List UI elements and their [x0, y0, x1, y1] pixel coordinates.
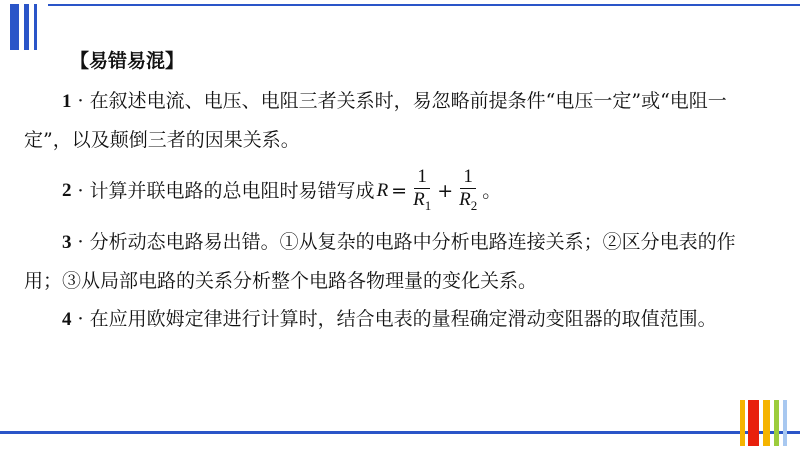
denominator-var: R: [459, 188, 471, 210]
item-separator: ·: [77, 180, 84, 202]
item-text: 计算并联电路的总电阻时易错写成: [89, 180, 375, 202]
item-text: 在叙述电流、电压、电阻三者关系时，易忽略前提条件“电压一定”或“电阻一定”，以及颠倒三者的因果关系。: [24, 90, 727, 151]
fraction: [456, 166, 480, 217]
item-number: 3: [62, 232, 72, 253]
item-number: 2: [62, 180, 72, 201]
bottom-rule: [0, 431, 800, 434]
top-rule: [48, 4, 800, 6]
list-item: [24, 223, 764, 300]
slide-content: [24, 42, 764, 339]
fraction-denominator: [456, 189, 480, 217]
fraction-denominator: [410, 189, 434, 217]
item-text: 分析动态电路易出错。①从复杂的电路中分析电路连接关系；②区分电表的作用；③从局部电路的关系分析整个电路各物理量的变化关系。: [24, 231, 736, 292]
list-item: [24, 300, 764, 339]
item-separator: ·: [77, 231, 84, 253]
fraction-numerator: 1: [414, 166, 430, 189]
fraction-numerator: 1: [460, 166, 476, 189]
formula-equals: =: [391, 180, 408, 202]
decor-bar: [748, 400, 759, 446]
list-item: [24, 159, 764, 223]
decor-bar: [10, 4, 19, 50]
item-text: 在应用欧姆定律进行计算时，结合电表的量程确定滑动变阻器的取值范围。: [89, 308, 717, 330]
item-separator: ·: [77, 308, 84, 330]
decor-bar: [783, 400, 787, 446]
item-number: 4: [62, 309, 72, 330]
decor-bar: [740, 400, 745, 446]
decor-bar: [763, 400, 770, 446]
formula-plus: +: [437, 180, 454, 202]
fraction: [410, 166, 434, 217]
item-separator: ·: [77, 90, 84, 112]
item-number: 1: [62, 91, 72, 112]
denominator-var: R: [413, 188, 425, 210]
formula-lhs: R: [376, 180, 389, 201]
slide-heading: 【易错易混】: [70, 50, 185, 72]
decor-bar: [774, 400, 779, 446]
list-item: [24, 82, 764, 159]
denominator-subscript: 1: [424, 197, 432, 213]
denominator-subscript: 2: [470, 197, 478, 213]
bottom-right-decoration: [740, 400, 792, 446]
item-text-end: 。: [482, 180, 502, 202]
